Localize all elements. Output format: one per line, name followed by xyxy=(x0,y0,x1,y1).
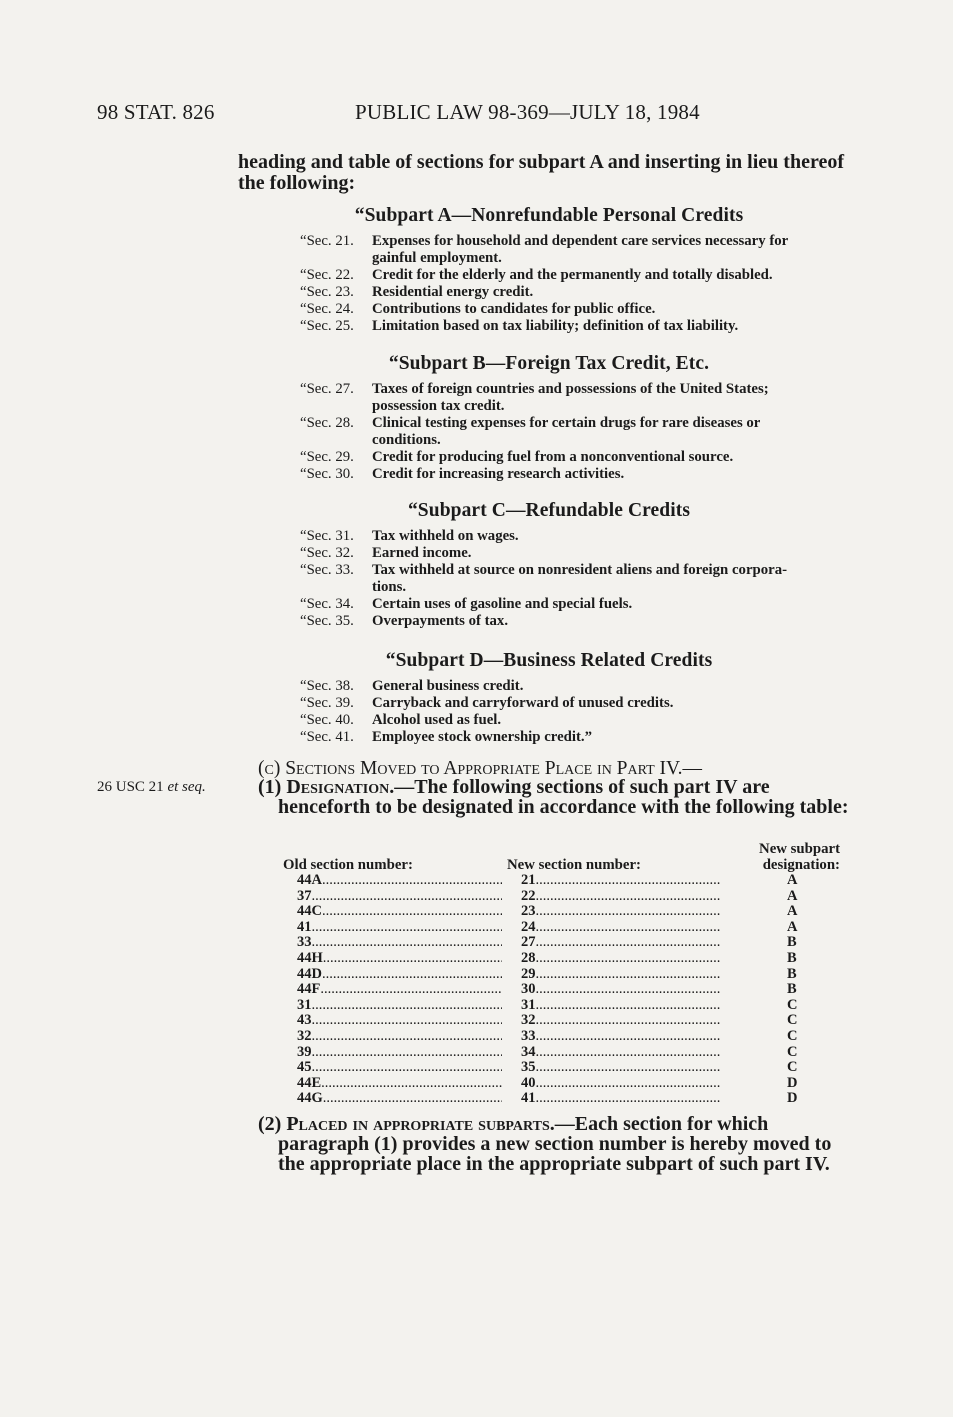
section-number: “Sec. 24. xyxy=(300,301,354,317)
section-title: Carryback and carryforward of unused credits. xyxy=(372,695,674,711)
subpart-b-heading: “Subpart B—Foreign Tax Credit, Etc. xyxy=(388,353,710,374)
old-section-cell-value: 33 xyxy=(297,934,312,951)
section-title: Clinical testing expenses for certain drugs for rare diseases or xyxy=(372,415,761,431)
section-title: Credit for producing fuel from a nonconventional source. xyxy=(372,449,734,465)
section-entry xyxy=(300,562,865,579)
designation-cell-value: C xyxy=(787,1043,798,1060)
designation-cell-value: B xyxy=(787,949,797,966)
designation-cell xyxy=(787,950,807,967)
new-section-cell xyxy=(521,1059,721,1076)
new-section-cell-value: 23 xyxy=(521,903,536,920)
section-number: “Sec. 30. xyxy=(300,466,354,482)
old-section-cell-value: 37 xyxy=(297,887,312,904)
section-number: “Sec. 31. xyxy=(300,528,354,544)
section-title: Contributions to candidates for public office. xyxy=(372,301,656,317)
section-number: “Sec. 29. xyxy=(300,449,354,465)
section-title-continued: possession tax credit. xyxy=(372,398,505,414)
section-title: Taxes of foreign countries and possessions of the United States; xyxy=(372,381,769,397)
section-title: Alcohol used as fuel. xyxy=(372,712,502,728)
old-section-cell xyxy=(297,1028,502,1045)
designation-cell-value: B xyxy=(787,934,797,951)
new-section-cell xyxy=(521,934,721,951)
section-title-continued: tions. xyxy=(372,579,407,595)
section-number: “Sec. 21. xyxy=(300,233,354,249)
section-entry xyxy=(300,695,865,712)
old-section-cell-value: 44F xyxy=(297,981,321,998)
new-section-cell xyxy=(521,872,721,889)
table-col-old-header: Old section number: xyxy=(283,857,413,873)
table-row xyxy=(297,1090,817,1106)
section-title: Tax withheld at source on nonresident aliens and foreign corpora- xyxy=(372,562,788,578)
section-entry xyxy=(300,233,865,250)
table-row xyxy=(297,888,817,904)
section-title: Overpayments of tax. xyxy=(372,613,509,629)
table-row xyxy=(297,966,817,982)
old-section-cell-value: 32 xyxy=(297,1027,312,1044)
new-section-cell-value: 24 xyxy=(521,918,536,935)
section-number: “Sec. 33. xyxy=(300,562,354,578)
section-title: Expenses for household and dependent care services necessary for xyxy=(372,233,789,249)
section-entry xyxy=(300,301,865,318)
table-row xyxy=(297,950,817,966)
table-row xyxy=(297,981,817,997)
designation-cell-value: B xyxy=(787,981,797,998)
new-section-cell xyxy=(521,888,721,905)
section-entry xyxy=(300,528,865,545)
new-section-cell xyxy=(521,950,721,967)
designation-cell xyxy=(787,997,807,1014)
section-title: Employee stock ownership credit.” xyxy=(372,729,593,745)
new-section-cell xyxy=(521,1075,721,1092)
section-entry xyxy=(300,729,865,746)
table-col-new-header: New section number: xyxy=(507,857,641,873)
designation-cell xyxy=(787,934,807,951)
new-section-cell-value: 28 xyxy=(521,949,536,966)
section-title: Credit for the elderly and the permanently and totally disabled. xyxy=(372,267,773,283)
old-section-cell-value: 44A xyxy=(297,872,322,888)
old-section-cell xyxy=(297,903,502,920)
paragraph-2-label: (2) Placed in appropriate subparts. xyxy=(258,1113,555,1135)
table-row xyxy=(297,1059,817,1075)
section-title: Earned income. xyxy=(372,545,472,561)
old-section-cell-value: 41 xyxy=(297,918,312,935)
subpart-c-heading: “Subpart C—Refundable Credits xyxy=(407,500,691,521)
new-section-cell-value: 29 xyxy=(521,965,536,982)
section-title-continued: gainful employment. xyxy=(372,250,502,266)
old-section-cell-value: 45 xyxy=(297,1059,312,1076)
old-section-cell-value: 44G xyxy=(297,1090,323,1107)
new-section-cell-value: 35 xyxy=(521,1059,536,1076)
section-number: “Sec. 27. xyxy=(300,381,354,397)
section-entry xyxy=(300,284,865,301)
paragraph-2 xyxy=(258,1113,860,1175)
subpart-d-sections xyxy=(300,678,865,746)
margin-citation-text: 26 USC 21 xyxy=(97,779,164,795)
old-section-cell-value: 31 xyxy=(297,996,312,1013)
old-section-cell xyxy=(297,1090,502,1107)
subpart-a-sections xyxy=(300,233,865,335)
table-col-designation-line1: New subpart xyxy=(759,841,840,857)
table-row xyxy=(297,1012,817,1028)
old-section-cell xyxy=(297,1059,502,1076)
paragraph-1 xyxy=(258,776,860,818)
table-col-designation-line2: designation: xyxy=(762,857,840,873)
designation-cell xyxy=(787,1090,807,1107)
designation-cell xyxy=(787,1012,807,1029)
new-section-cell-value: 40 xyxy=(521,1074,536,1091)
lead-paragraph: heading and table of sections for subpart A and inserting in lieu thereof the following: xyxy=(238,151,844,194)
table-col-designation-header xyxy=(748,841,840,873)
subsection-c-heading: (c) Sections Moved to Appropriate Place in Part IV.— xyxy=(258,758,702,779)
old-section-cell xyxy=(297,919,502,936)
designation-cell-value: B xyxy=(787,965,797,982)
table-row xyxy=(297,872,817,888)
table-row xyxy=(297,997,817,1013)
new-section-cell xyxy=(521,1044,721,1061)
new-section-cell-value: 30 xyxy=(521,981,536,998)
new-section-cell-value: 32 xyxy=(521,1012,536,1029)
new-section-cell xyxy=(521,981,721,998)
designation-cell xyxy=(787,1075,807,1092)
section-number: “Sec. 40. xyxy=(300,712,354,728)
new-section-cell xyxy=(521,1012,721,1029)
designation-cell-value: A xyxy=(787,872,798,888)
section-number: “Sec. 23. xyxy=(300,284,354,300)
new-section-cell-value: 31 xyxy=(521,996,536,1013)
designation-cell xyxy=(787,981,807,998)
old-section-cell-value: 43 xyxy=(297,1012,312,1029)
section-number: “Sec. 22. xyxy=(300,267,354,283)
designation-cell-value: C xyxy=(787,1059,798,1076)
section-entry xyxy=(300,381,865,398)
section-entry xyxy=(300,545,865,562)
old-section-cell xyxy=(297,997,502,1014)
table-row xyxy=(297,1028,817,1044)
new-section-cell-value: 27 xyxy=(521,934,536,951)
old-section-cell xyxy=(297,1075,502,1092)
section-number: “Sec. 25. xyxy=(300,318,354,334)
old-section-cell-value: 39 xyxy=(297,1043,312,1060)
designation-cell-value: A xyxy=(787,918,798,935)
subpart-b-sections xyxy=(300,381,865,483)
designation-cell xyxy=(787,966,807,983)
designation-cell xyxy=(787,888,807,905)
page-stat-citation: 98 STAT. 826 xyxy=(97,100,215,124)
new-section-cell-value: 21 xyxy=(521,872,536,888)
designation-cell-value: C xyxy=(787,996,798,1013)
new-section-cell xyxy=(521,1090,721,1107)
old-section-cell-value: 44H xyxy=(297,949,323,966)
old-section-cell xyxy=(297,1044,502,1061)
table-row xyxy=(297,934,817,950)
designation-cell-value: D xyxy=(787,1074,798,1091)
margin-citation-italic: et seq. xyxy=(167,779,206,795)
new-section-cell xyxy=(521,997,721,1014)
old-section-cell xyxy=(297,888,502,905)
new-section-cell xyxy=(521,919,721,936)
subpart-a-heading: “Subpart A—Nonrefundable Personal Credits xyxy=(354,205,744,226)
section-entry xyxy=(300,318,865,335)
paragraph-1-text: —The following sections of such part IV are henceforth to be designated in accordance with the following table: xyxy=(278,776,849,818)
section-title: Credit for increasing research activities. xyxy=(372,466,625,482)
section-number: “Sec. 41. xyxy=(300,729,354,745)
section-entry xyxy=(300,449,865,466)
margin-citation xyxy=(97,779,206,796)
designation-cell xyxy=(787,872,807,889)
old-section-cell xyxy=(297,934,502,951)
old-section-cell xyxy=(297,1012,502,1029)
subpart-c-sections xyxy=(300,528,865,630)
table-row xyxy=(297,903,817,919)
section-entry xyxy=(300,267,865,284)
new-section-cell xyxy=(521,1028,721,1045)
old-section-cell-value: 44D xyxy=(297,965,322,982)
designation-cell xyxy=(787,1028,807,1045)
section-entry xyxy=(300,415,865,432)
new-section-cell-value: 22 xyxy=(521,887,536,904)
designation-cell-value: A xyxy=(787,887,798,904)
section-number: “Sec. 32. xyxy=(300,545,354,561)
section-number: “Sec. 35. xyxy=(300,613,354,629)
section-entry xyxy=(300,678,865,695)
paragraph-2-text: —Each section for which paragraph (1) provides a new section number is hereby moved to the appropriate place in the appropriate subpart of such part IV. xyxy=(278,1113,832,1175)
table-row xyxy=(297,1044,817,1060)
section-entry xyxy=(300,613,865,630)
designation-cell xyxy=(787,903,807,920)
section-title: Tax withheld on wages. xyxy=(372,528,519,544)
section-number: “Sec. 34. xyxy=(300,596,354,612)
designation-cell-value: D xyxy=(787,1090,798,1107)
section-title: Certain uses of gasoline and special fuels. xyxy=(372,596,633,612)
new-section-cell-value: 33 xyxy=(521,1027,536,1044)
section-entry xyxy=(300,466,865,483)
section-title: Limitation based on tax liability; definition of tax liability. xyxy=(372,318,739,334)
old-section-cell-value: 44E xyxy=(297,1074,322,1091)
old-section-cell xyxy=(297,981,502,998)
section-number: “Sec. 38. xyxy=(300,678,354,694)
old-section-cell xyxy=(297,950,502,967)
designation-cell xyxy=(787,919,807,936)
section-entry xyxy=(300,596,865,613)
designation-cell xyxy=(787,1044,807,1061)
old-section-cell-value: 44C xyxy=(297,903,322,920)
section-number: “Sec. 28. xyxy=(300,415,354,431)
subpart-d-heading: “Subpart D—Business Related Credits xyxy=(385,650,713,671)
designation-cell-value: A xyxy=(787,903,798,920)
designation-cell-value: C xyxy=(787,1012,798,1029)
designation-cell-value: C xyxy=(787,1027,798,1044)
old-section-cell xyxy=(297,872,502,889)
section-title: Residential energy credit. xyxy=(372,284,534,300)
section-entry xyxy=(300,712,865,729)
page-running-head: PUBLIC LAW 98-369—JULY 18, 1984 xyxy=(355,100,700,124)
section-number: “Sec. 39. xyxy=(300,695,354,711)
new-section-cell-value: 41 xyxy=(521,1090,536,1107)
section-title-continued: conditions. xyxy=(372,432,441,448)
designation-cell xyxy=(787,1059,807,1076)
paragraph-1-label: (1) Designation. xyxy=(258,776,395,798)
new-section-cell xyxy=(521,966,721,983)
table-row xyxy=(297,919,817,935)
section-designation-table xyxy=(297,872,817,1106)
section-title: General business credit. xyxy=(372,678,524,694)
old-section-cell xyxy=(297,966,502,983)
new-section-cell-value: 34 xyxy=(521,1043,536,1060)
table-row xyxy=(297,1075,817,1091)
new-section-cell xyxy=(521,903,721,920)
